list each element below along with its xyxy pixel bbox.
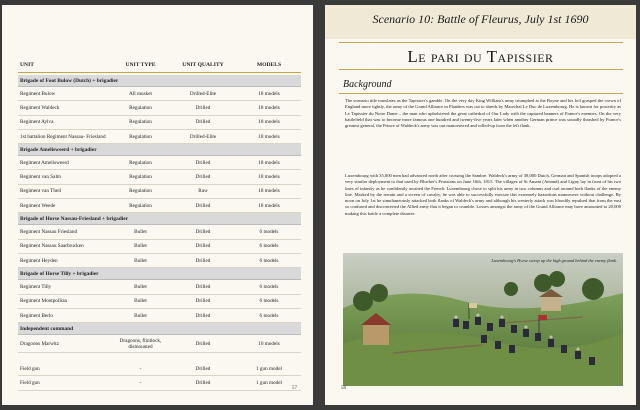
table-row [18, 185, 301, 199]
unit-cell: Field gun [20, 365, 40, 372]
unit-cell: Regiment van Theil [20, 188, 62, 195]
unit-quality-cell: Drilled-Elite [189, 133, 217, 140]
table-row [18, 362, 301, 376]
unit-quality-cell: Drilled [195, 229, 211, 236]
section-heading: Background [343, 79, 392, 90]
brigade-group-row: Brigade of Foot Bulow (Dutch) + brigadier [18, 75, 301, 87]
unit-quality-cell: Drilled [195, 380, 211, 387]
paragraph-2: Luxembourg with 35,000 men had advanced north after crossing the Sambre. Waldeck's army of 38,000 Dutch, German and Spanish troops adopted a very similar deployment to that used by Blucher's Prussians on June 16th, 1815. The villages of St Amant (Amand) and Ligny lay in front of his two lines of infantry as he confidently awaited the French. Luxembourg chose to split his army in two columns and curl around both flanks of the enemy line. Masked by the terrain and a screen of cavalry, he was able to successfully execute this extremely hazardous manoeuvre without challenge. By noon on July 1st he simultaneously attacked both flanks of Waldeck's army and although his westerly attack was bloodily repulsed that from the east so confused and disconcerted the Allied army that it began to crumble. Losses amongst the army of the Grand Alliance may have amounted to 20,000 making this battle a complete disaster. [345, 173, 621, 216]
brigade-group-row: Independent command [18, 323, 301, 335]
unit-quality-cell: Drilled [195, 312, 211, 319]
unit-cell: Regiment Amelisweerd [20, 159, 69, 166]
unit-cell: Regiment Nassau Friesland [20, 229, 78, 236]
models-cell: 6 models [259, 229, 279, 236]
models-cell: 18 models [258, 133, 280, 140]
col-header-models: MODELS [256, 62, 282, 68]
unit-type-cell: Bullet [134, 257, 147, 264]
unit-quality-cell: Drilled [195, 243, 211, 250]
unit-type-cell: Bullet [134, 243, 147, 250]
models-cell: 18 models [258, 104, 280, 111]
order-of-battle-table [18, 75, 301, 391]
unit-type-cell: Regulation [129, 104, 152, 111]
models-cell: 18 models [258, 188, 280, 195]
unit-quality-cell: Drilled [195, 340, 211, 347]
unit-quality-cell: Drilled [195, 119, 211, 126]
photo-caption: Luxembourg's Horse sweep up the high ground behind the enemy flank. [491, 258, 617, 263]
models-cell: 6 models [259, 257, 279, 264]
unit-type-cell: Regulation [129, 174, 152, 181]
table-row [18, 199, 301, 213]
table-row [18, 87, 301, 101]
unit-cell: Regiment Aylva [20, 119, 54, 126]
battle-photo-illustration [343, 253, 623, 386]
table-row [18, 156, 301, 170]
unit-cell: Regiment van Salm [20, 174, 61, 181]
unit-quality-cell: Drilled-Elite [189, 90, 217, 97]
battle-photo [343, 253, 623, 386]
models-cell: 6 models [259, 243, 279, 250]
divider-mid [339, 69, 623, 70]
unit-type-cell: Dragoons, flintlock, dismounted [119, 337, 162, 350]
table-row [18, 335, 301, 353]
divider-top [339, 42, 623, 43]
unit-type-cell: - [139, 365, 142, 372]
table-row [18, 101, 301, 115]
unit-type-cell: Regulation [129, 159, 152, 166]
unit-type-cell: Regulation [129, 202, 152, 209]
unit-quality-cell: Drilled [195, 159, 211, 166]
table-row [18, 376, 301, 390]
table-row [18, 170, 301, 184]
divider-section [339, 93, 623, 94]
unit-quality-cell: Raw [198, 188, 208, 195]
unit-type-cell: - [139, 380, 142, 387]
col-header-unit: UNIT [20, 62, 34, 68]
unit-cell: 1st battalion Regiment Nassau- Friesland [20, 133, 106, 140]
models-cell: 18 models [258, 119, 280, 126]
col-header-unit-type: UNIT TYPE [125, 62, 156, 68]
unit-type-cell: Regulation [129, 188, 152, 195]
unit-cell: Regiment Nassau Saarbrucken [20, 243, 84, 250]
unit-cell: Regiment Heyden [20, 257, 58, 264]
table-row [18, 130, 301, 144]
table-row [18, 240, 301, 254]
unit-cell: Regiment Weede [20, 202, 56, 209]
unit-quality-cell: Drilled [195, 174, 211, 181]
scenario-title: Scenario 10: Battle of Fleurus, July 1st 1690 [372, 12, 589, 26]
unit-type-cell: Bullet [134, 298, 147, 305]
table-row [18, 295, 301, 309]
paragraph-1: The scenario title translates as the Tapissier's gamble. On the very day King William's army triumphed at the Boyne and his foil grasped the crown of England more tightly, the army of the Grand Alliance in Flanders was cut to shreds by Marechal Le Duc de Luxembourg. He is known for posterity as Le Tapissier du Notre Dame – the man who upholstered the great cathedral of Our Lady with the captured banners of France's enemies. On the very battlefield that was to become more famous one hundred and twenty-five years later when another German prince was soundly thrashed by France's greatest general, the Prince of Waldeck's army was out manoeuvred and rolled-up from the left flank. [345, 98, 621, 129]
unit-cell: Field gun [20, 380, 40, 387]
unit-quality-cell: Drilled [195, 257, 211, 264]
unit-quality-cell: Drilled [195, 298, 211, 305]
unit-type-cell: Bullet [134, 312, 147, 319]
models-cell: 1 gun model [256, 365, 282, 372]
models-cell: 18 models [258, 174, 280, 181]
unit-quality-cell: Drilled [195, 283, 211, 290]
models-cell: 18 models [258, 90, 280, 97]
models-cell: 1 gun model [256, 380, 282, 387]
unit-type-cell: Regulation [129, 119, 152, 126]
brigade-group-row: Brigade of Horse Nassau-Friesland + brigadier [18, 213, 301, 225]
unit-cell: Regiment Waldeck [20, 104, 60, 111]
models-cell: 18 models [258, 159, 280, 166]
main-title: Le pari du Tapissier [407, 47, 554, 66]
unit-quality-cell: Drilled [195, 202, 211, 209]
left-page [2, 5, 313, 405]
table-row [18, 254, 301, 268]
unit-cell: Regiment Montpollian [20, 298, 68, 305]
table-header [18, 62, 301, 73]
unit-cell: Dragoons Marwitz [20, 340, 60, 347]
col-header-unit-quality: UNIT QUALITY [182, 62, 224, 68]
brigade-group-row: Brigade Amelisweerd + brigadier [18, 144, 301, 156]
right-page [325, 5, 636, 405]
brigade-group-row: Brigade of Horse Tilly + brigadier [18, 268, 301, 280]
unit-quality-cell: Drilled [195, 365, 211, 372]
unit-cell: Regiment Berlo [20, 312, 53, 319]
unit-type-cell: Bullet [134, 283, 147, 290]
models-cell: 6 models [259, 312, 279, 319]
page-number-right: 58 [341, 386, 346, 391]
models-cell: 18 models [258, 202, 280, 209]
models-cell: 6 models [259, 283, 279, 290]
table-row [18, 309, 301, 323]
unit-type-cell: Regulation [129, 133, 152, 140]
models-cell: 10 models [258, 340, 280, 347]
table-row [18, 280, 301, 294]
unit-quality-cell: Drilled [195, 104, 211, 111]
unit-cell: Regiment Bulow [20, 90, 56, 97]
table-row [18, 116, 301, 130]
unit-type-cell: Bullet [134, 229, 147, 236]
models-cell: 6 models [259, 298, 279, 305]
unit-cell: Regiment Tilly [20, 283, 52, 290]
page-number-left: 57 [292, 386, 297, 391]
table-row [18, 225, 301, 239]
unit-type-cell: All musket [129, 90, 152, 97]
